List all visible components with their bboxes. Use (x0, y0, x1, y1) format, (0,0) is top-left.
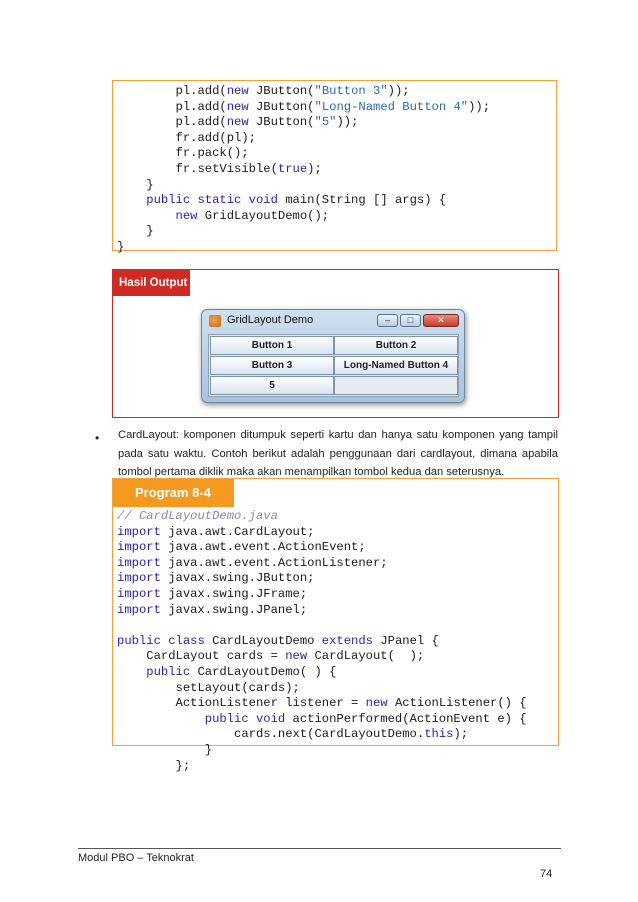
button-2[interactable]: Button 2 (334, 336, 458, 355)
code-line (117, 712, 527, 728)
code-token: import (117, 540, 161, 555)
code-token: "Long-Named Button 4" (314, 99, 469, 114)
long-named-button-4[interactable]: Long-Named Button 4 (334, 356, 458, 375)
code-token: setLayout(cards); (117, 680, 300, 695)
code-line (117, 224, 490, 240)
window-titlebar (202, 310, 464, 332)
code-line (117, 727, 527, 743)
button-5[interactable]: 5 (210, 376, 334, 395)
code-block-2-lines (117, 509, 527, 774)
code-token: new (175, 208, 198, 223)
code-token: )); (336, 115, 359, 130)
code-token: // CardLayoutDemo.java (117, 509, 278, 523)
code-line (117, 696, 527, 712)
code-token: fr.add(pl); (117, 130, 256, 145)
code-line (117, 556, 527, 572)
program-title: Program 8-4 (113, 479, 234, 507)
code-block-1 (112, 80, 557, 254)
code-token: javax.swing.JPanel; (160, 602, 308, 617)
code-line (117, 743, 527, 759)
output-label: Hasil Output (113, 270, 190, 296)
code-token: }; (117, 758, 191, 773)
button-1[interactable]: Button 1 (210, 336, 334, 355)
footer-divider (78, 848, 561, 849)
code-block-2 (112, 478, 559, 773)
maximize-icon[interactable]: □ (400, 314, 421, 327)
code-token: import (117, 586, 161, 601)
code-token: new (226, 99, 249, 114)
code-token: import (117, 555, 161, 570)
code-line (117, 162, 490, 178)
code-token: javax.swing.JButton; (160, 571, 315, 586)
code-line (117, 193, 490, 209)
code-token: )); (468, 99, 491, 114)
code-line (117, 571, 527, 587)
code-token: new (285, 649, 308, 664)
code-token: public static void (146, 193, 278, 208)
code-token: ); (307, 161, 322, 176)
cardlayout-description: CardLayout: komponen ditumpuk seperti kartu dan hanya satu komponen yang tampil pada satu waktu. Contoh berikut adalah penggunaan dari cardlayout, dimana apabila tombol pertama diklik maka akan menampilkan tombol kedua dan seterusnya. (118, 429, 558, 478)
code-line (117, 587, 527, 603)
code-block-1-lines (117, 84, 490, 256)
code-token (117, 665, 146, 679)
code-token: GridLayoutDemo(); (197, 208, 330, 223)
code-line (117, 84, 490, 100)
code-token: } (117, 224, 154, 239)
code-line (117, 759, 527, 775)
code-line (117, 100, 490, 116)
code-token: CardLayoutDemo (204, 633, 322, 648)
code-token: import (117, 602, 161, 617)
code-token: CardLayout cards = (117, 649, 286, 664)
code-token (117, 712, 205, 726)
code-token: JButton( (248, 99, 315, 114)
code-line (117, 209, 490, 225)
code-line (117, 634, 527, 650)
code-line (117, 540, 527, 556)
code-token: pl.add( (117, 115, 227, 130)
code-token: actionPerformed(ActionEvent e) { (285, 711, 527, 726)
code-token (117, 209, 176, 223)
code-token: public (146, 664, 191, 679)
code-line (117, 509, 527, 525)
bullet-symbol: • (95, 431, 100, 445)
code-token: pl.add( (117, 99, 227, 114)
footer-text: Modul PBO – Teknokrat (78, 852, 194, 864)
minimize-icon[interactable]: – (377, 314, 398, 327)
code-line (117, 681, 527, 697)
code-token: import (117, 571, 161, 586)
code-token: true (277, 161, 308, 176)
code-token: javax.swing.JFrame; (160, 586, 308, 601)
code-line (117, 240, 490, 256)
close-icon[interactable]: ✕ (423, 314, 459, 327)
code-line (117, 178, 490, 194)
code-line (117, 603, 527, 619)
window-title: GridLayout Demo (227, 314, 314, 326)
code-line (117, 665, 527, 681)
code-token: CardLayoutDemo( ) { (190, 664, 337, 679)
code-token: new (365, 696, 388, 711)
code-token: )); (387, 84, 410, 98)
java-app-icon (209, 315, 221, 327)
window-content-grid (208, 334, 459, 397)
code-token: new (226, 84, 249, 98)
code-token: extends (321, 633, 373, 648)
code-token: ); (453, 727, 469, 742)
code-token (117, 193, 146, 207)
code-token: main(String [] args) { (277, 193, 447, 208)
code-token: JButton( (248, 84, 315, 98)
code-token: import (117, 524, 161, 539)
code-token: } (117, 239, 125, 254)
code-token: java.awt.CardLayout; (160, 524, 315, 539)
code-token: } (117, 742, 213, 757)
code-token: ActionListener() { (387, 696, 527, 711)
code-token: public void (204, 711, 286, 726)
code-line (117, 146, 490, 162)
code-token: JPanel { (373, 633, 439, 648)
code-line (117, 525, 527, 541)
code-token: fr.pack(); (117, 146, 249, 161)
code-line (117, 618, 527, 634)
gridlayout-demo-window (201, 309, 465, 403)
button-3[interactable]: Button 3 (210, 356, 334, 375)
page-number: 74 (540, 868, 553, 880)
code-token: fr.setVisible( (117, 161, 278, 176)
code-line (117, 649, 527, 665)
code-token: "Button 3" (314, 84, 388, 98)
code-line (117, 131, 490, 147)
code-token: java.awt.event.ActionListener; (160, 555, 388, 570)
code-token: cards.next(CardLayoutDemo. (117, 727, 425, 742)
code-token: this (424, 727, 454, 742)
empty-grid-cell (334, 376, 458, 395)
code-token: } (117, 177, 154, 192)
code-line (117, 115, 490, 131)
code-token: CardLayout( ); (307, 649, 425, 664)
code-token: new (226, 115, 249, 130)
code-token: "5" (314, 115, 337, 130)
code-token: java.awt.event.ActionEvent; (160, 540, 366, 555)
code-token: ActionListener listener = (117, 696, 366, 711)
code-token: pl.add( (117, 84, 227, 98)
code-token: public class (117, 633, 205, 648)
code-token: JButton( (248, 115, 315, 130)
